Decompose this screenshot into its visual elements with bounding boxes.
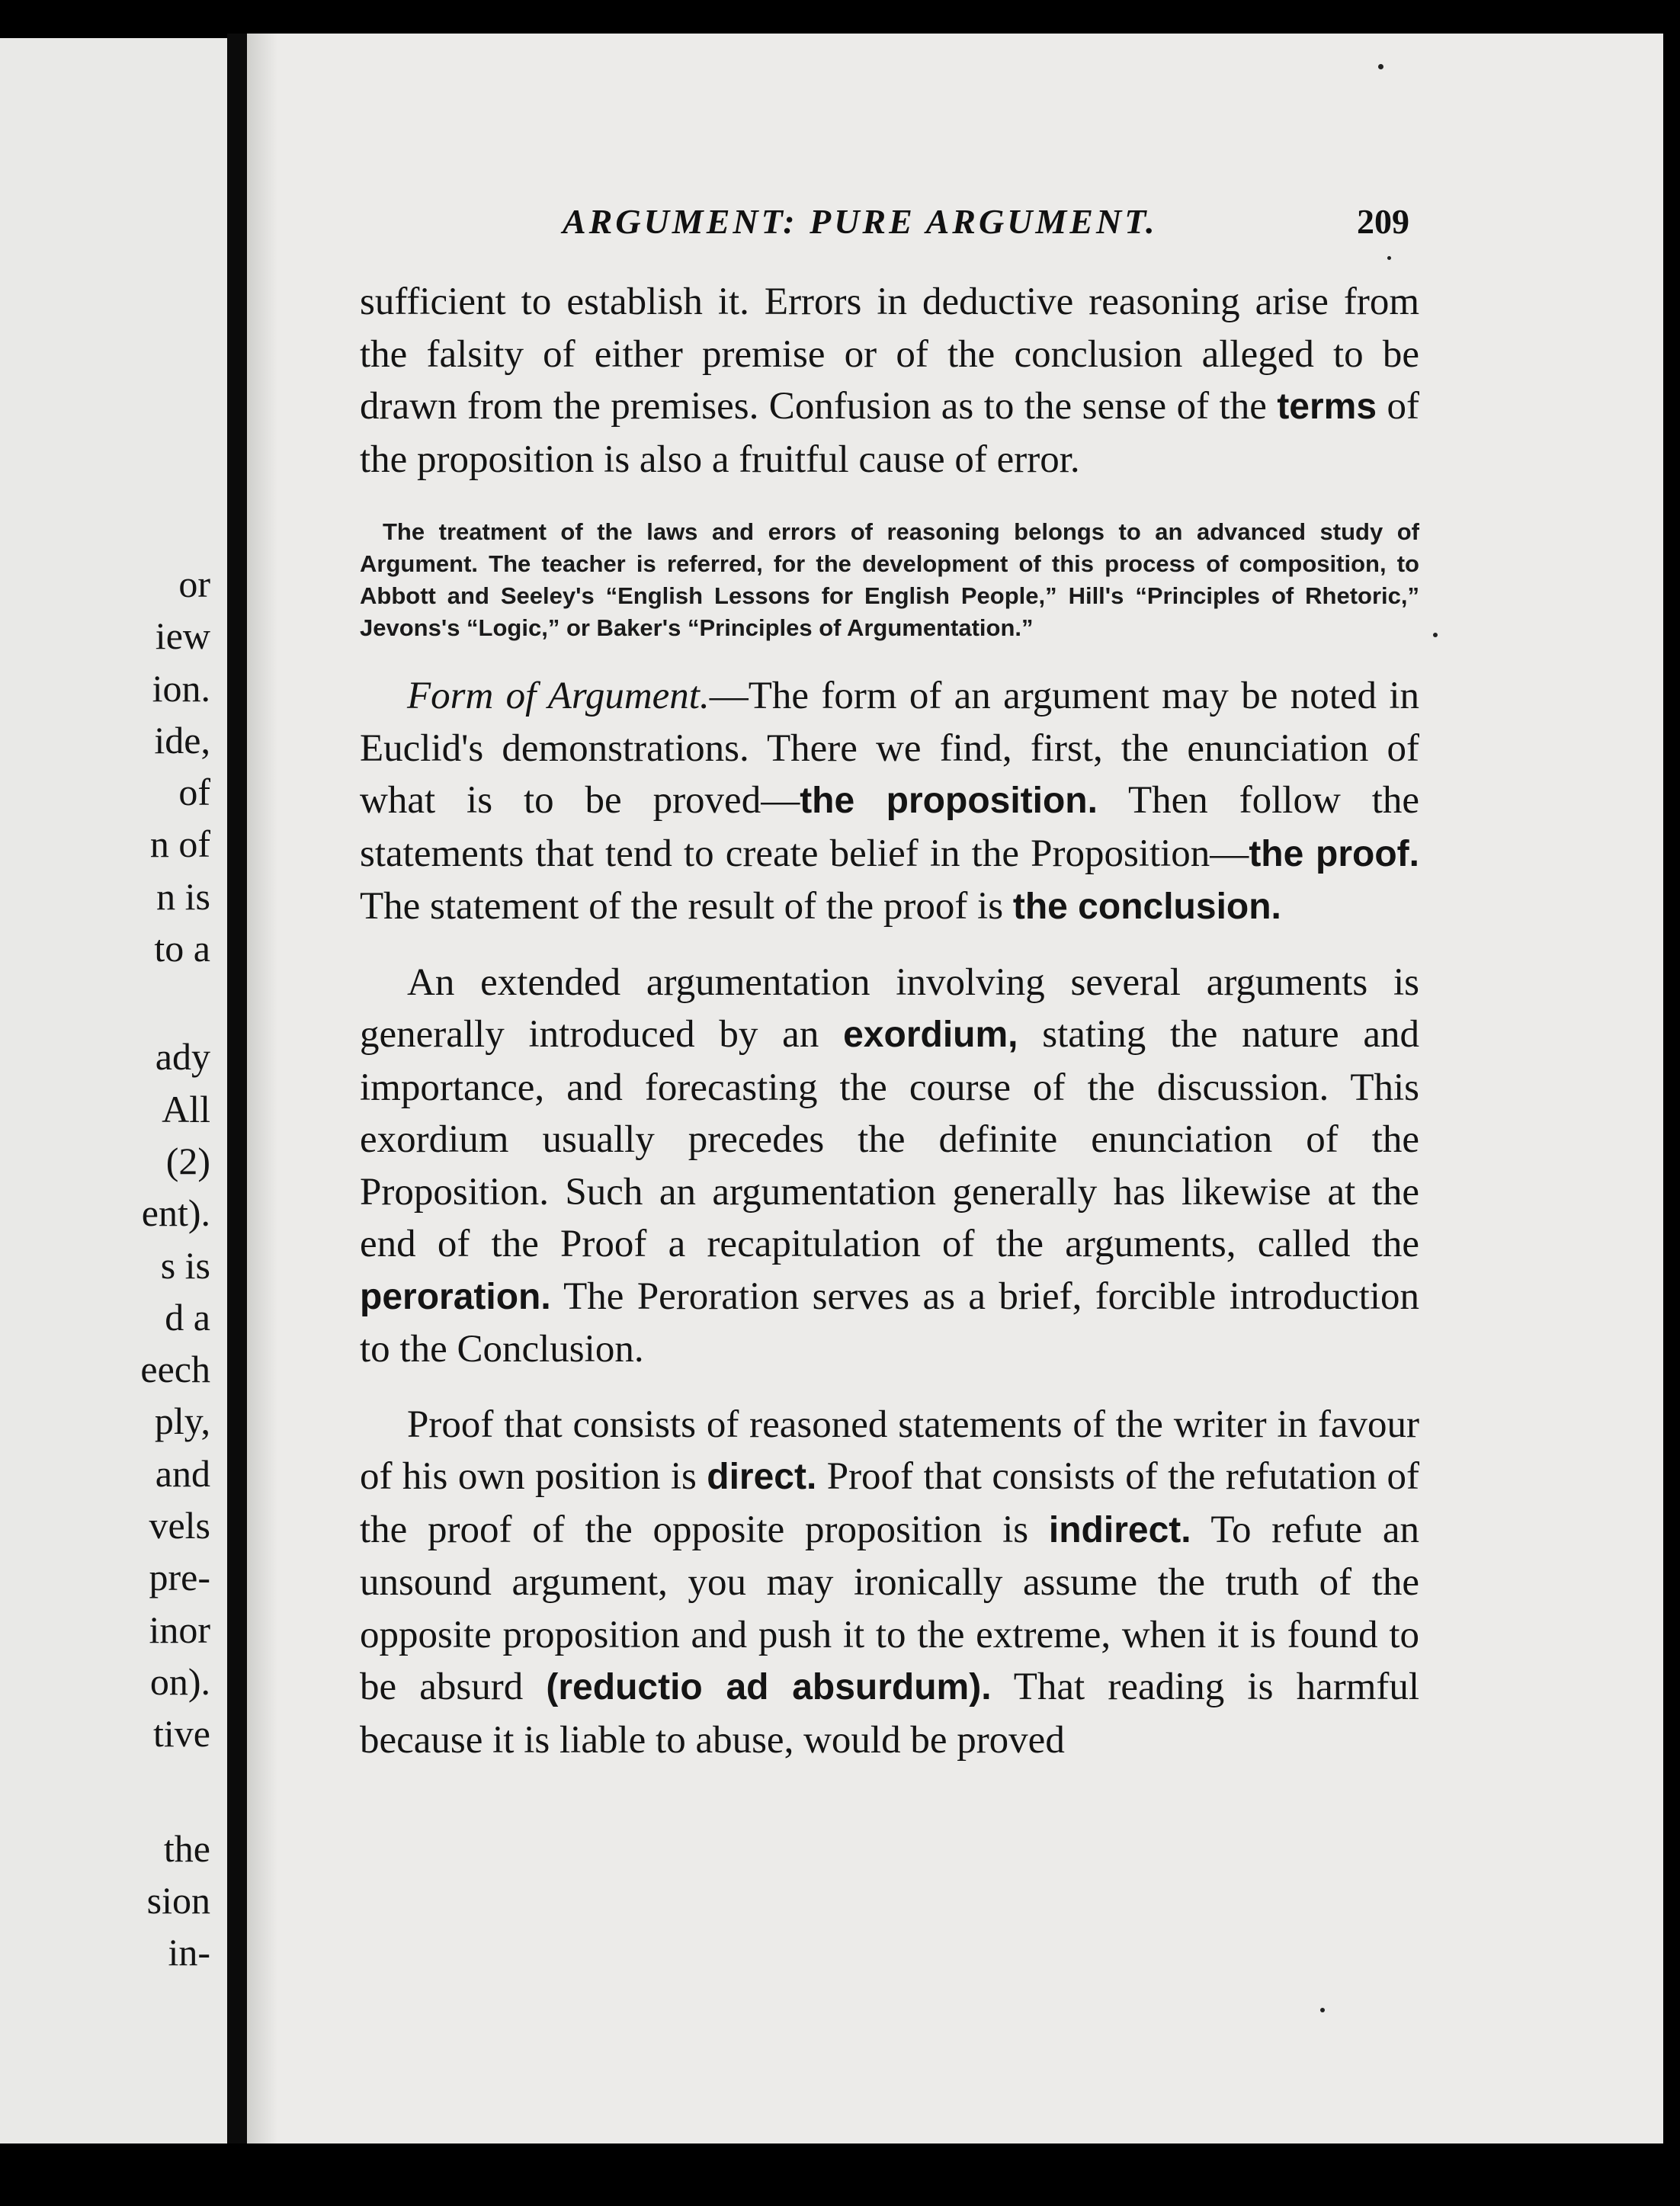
bold-term: the proposition. [800,781,1098,821]
left-fragment: ply, [154,1400,210,1443]
paragraph-text: Proof that consists of reasoned statements of the writer in favour of his own position is [360,1403,1419,1498]
paragraph-exordium [360,957,1419,1376]
paragraph-text: stating the nature and importance, and forecasting the course of the discussion. This exordium usually precedes the definite enunciation of the Proposition. Such an argumentation generally has likewise at the end of the Proof a recapitulation of the arguments, called the [360,1013,1419,1265]
left-fragment: ent). [141,1191,210,1235]
paragraph-proof-types [360,1399,1419,1767]
paragraph-text: An extended argumentation involving several arguments is generally introduced by an [360,960,1419,1056]
left-fragment: All [162,1087,210,1130]
left-fragment: vels [149,1504,210,1547]
paragraph-text: Proof that consists of the refutation of the proof of the opposite proposition is [360,1455,1420,1551]
gutter-shadow [247,34,277,2143]
left-fragment: ion. [152,666,210,710]
left-fragment: of [178,771,210,814]
running-title: ARGUMENT: PURE ARGUMENT. [563,202,1158,241]
paragraph-errors [360,276,1419,486]
body-text [360,276,1419,1766]
paragraph-text: To refute an unsound argument, you may ironically assume the truth of the opposite proposition and push it to the extreme, when it is found to be absurd [360,1508,1419,1708]
left-fragment: or [178,563,210,605]
bold-term: exordium, [843,1015,1018,1055]
left-fragment: s is [160,1243,210,1287]
left-fragment: pre- [149,1556,210,1599]
section-heading: Form of Argument. [407,675,710,717]
paragraph-text: The statement of the result of the proof is [360,885,1013,928]
left-fragment: (2) [165,1139,210,1182]
left-fragment: n of [149,822,210,866]
paragraph-text: of the proposition is also a fruitful cause of error. [360,385,1419,481]
left-page-text-fragments [140,558,210,1978]
footnote-small-print [360,516,1419,644]
scan-speck [1378,64,1383,69]
bold-term: direct. [707,1457,817,1497]
left-fragment: the [163,1826,210,1870]
left-fragment: ide, [154,718,210,762]
paragraph-text: Then follow the statements that tend to create belief in the Proposition— [360,779,1420,875]
left-page-edge [0,38,227,2143]
bold-term: the proof. [1249,833,1419,874]
scan-speck [1320,2008,1325,2012]
left-fragment: on). [149,1659,210,1703]
scan-speck [1433,633,1438,637]
bold-term: (reductio ad absurdum). [546,1667,992,1707]
bold-term: terms [1277,386,1377,427]
left-fragment: n is [156,874,210,918]
left-fragment: to a [154,927,210,970]
paragraph-text: sufficient to establish it. Errors in deductive reasoning arise from the falsity of either premise or of the conclusion alleged to be drawn from the premises. Confusion as to the sense of the [360,281,1419,428]
paragraph-text: That reading is harmful because it is liable to abuse, would be proved [360,1666,1420,1762]
left-fragment: sion [146,1878,210,1922]
left-fragment: and [155,1451,210,1495]
paragraph-text: —The form of an argument may be noted in Euclid's demonstrations. There we find, first, the enunciation of what is to be proved— [360,675,1419,822]
left-fragment: d a [165,1295,210,1339]
bold-term: indirect. [1048,1509,1191,1550]
left-fragment: in- [168,1931,210,1974]
note-text: The treatment of the laws and errors of reasoning belongs to an advanced study of Argument. The teacher is referred, for the development of this process of composition, to Abbott and Seeley's “English Lessons for English People,” Hill's “Principles of Rhetoric,” Jevons's “Logic,” or Baker's “Principles of Argumentation.” [360,518,1419,641]
bold-term: peroration. [360,1276,551,1317]
right-page [247,34,1663,2143]
left-fragment: ady [155,1035,210,1079]
running-head [247,201,1663,262]
left-fragment: iew [155,614,210,658]
paragraph-text: The Peroration serves as a brief, forcible introduction to the Conclusion. [360,1275,1419,1371]
book-spine [227,34,247,2143]
left-fragment: inor [149,1608,210,1651]
bold-term: the conclusion. [1012,887,1281,927]
left-fragment: tive [153,1712,210,1756]
paragraph-form-of-argument [360,670,1419,934]
page-number: 209 [1357,202,1409,241]
left-fragment: eech [140,1348,210,1391]
